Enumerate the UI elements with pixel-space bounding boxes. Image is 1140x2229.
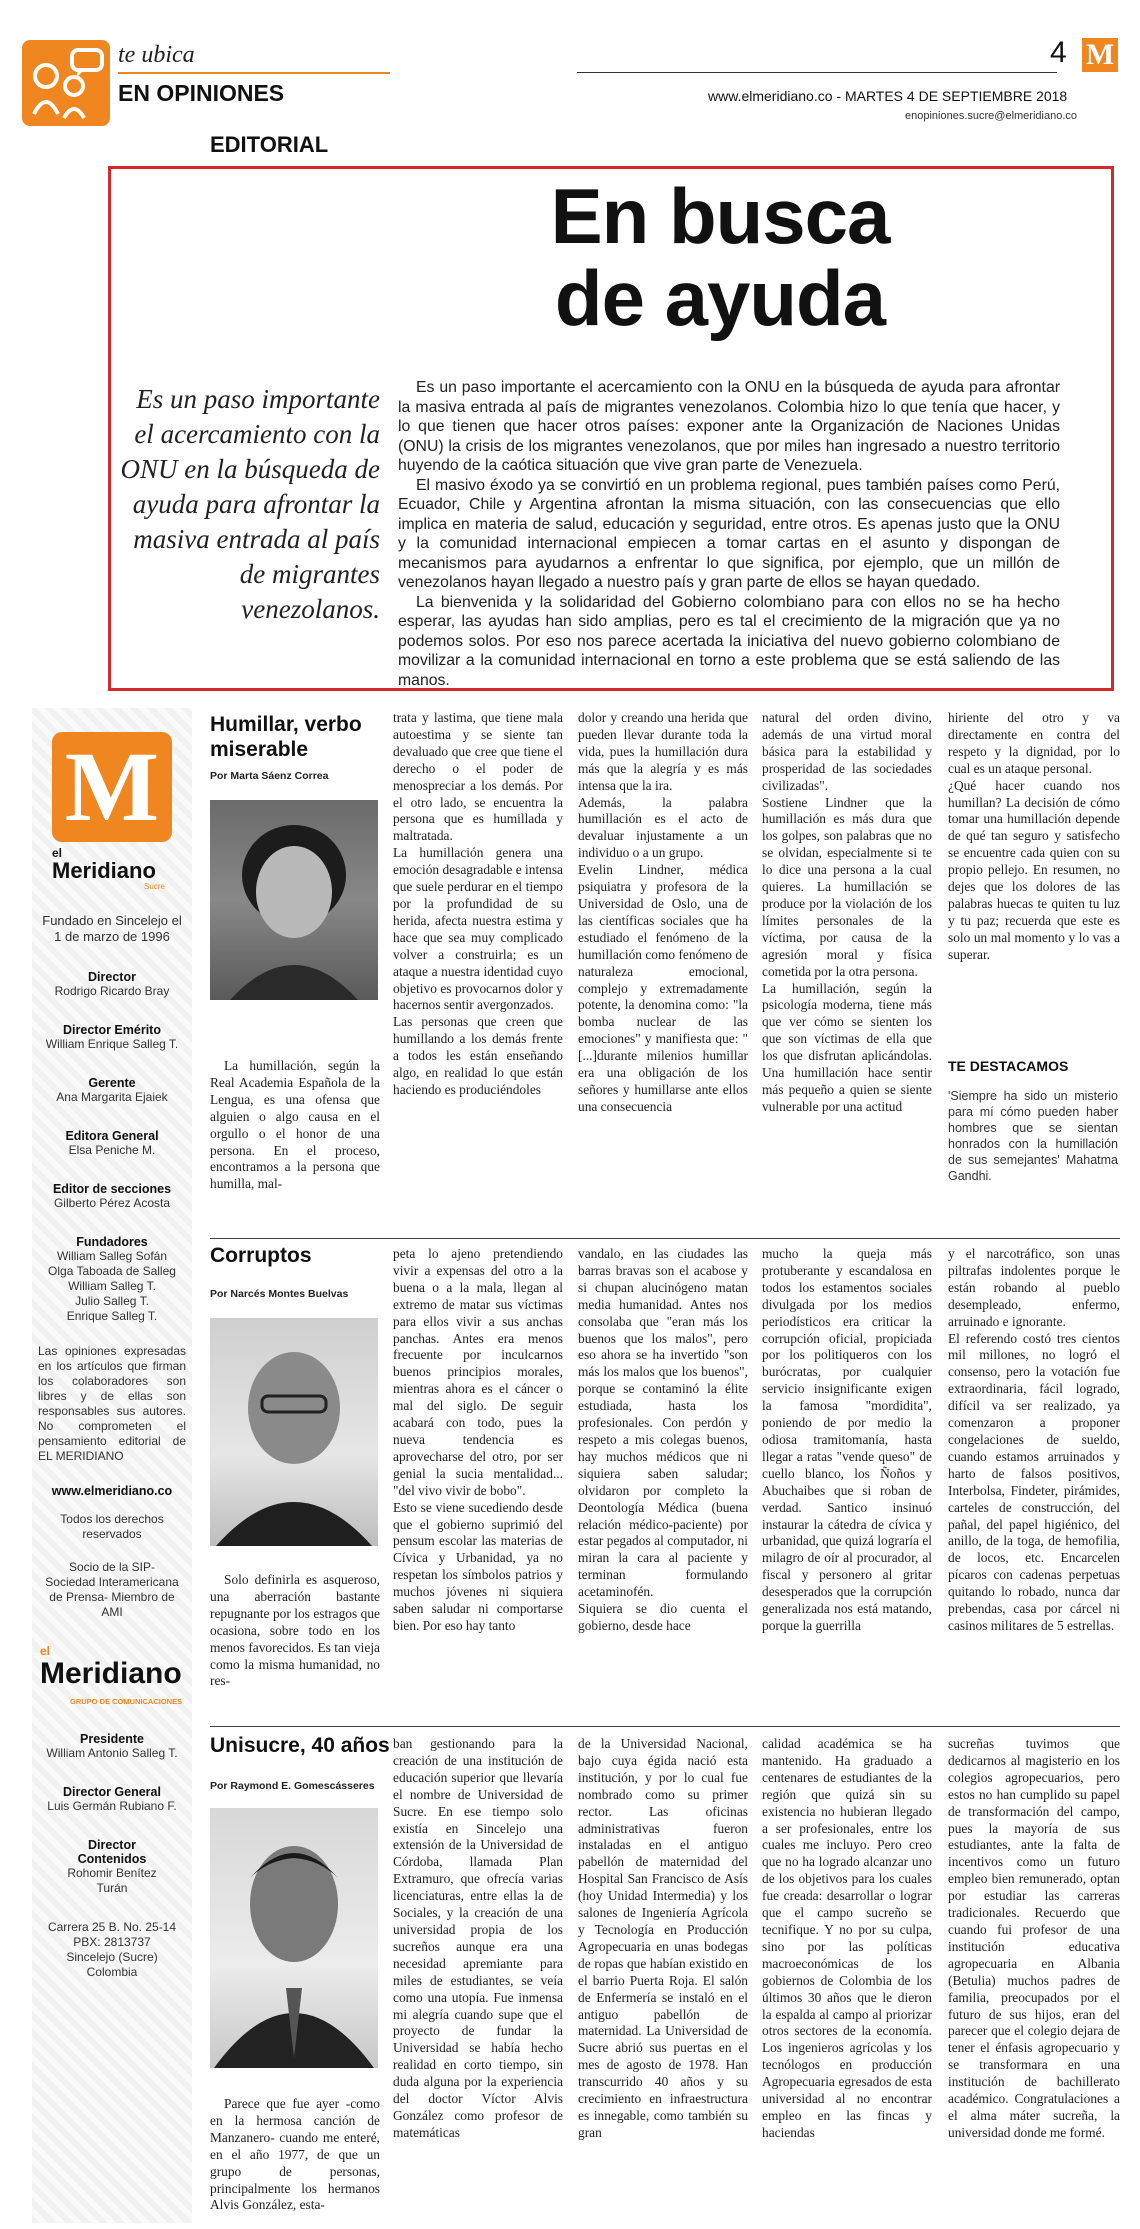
article-intro	[210, 1058, 380, 1234]
sidebar-brand-el: el	[52, 846, 63, 860]
people-speech-icon	[22, 40, 110, 126]
highlight-title: TE DESTACAMOS	[948, 1058, 1069, 1074]
sidebar-address: Carrera 25 B. No. 25-14 PBX: 2813737 Sincelejo (Sucre) Colombia	[47, 1920, 177, 1979]
sidebar	[32, 708, 192, 2223]
group-logo-name: Meridiano	[40, 1657, 182, 1690]
editorial-title-line2: de ayuda	[554, 254, 886, 342]
article-title: Unisucre, 40 años	[210, 1734, 390, 1757]
author-photo	[210, 800, 378, 1000]
highlight-text: 'Siempre ha sido un misterio para mí cómo pueden haber hombres que se sientan honrados con la humillación de sus semejantes' Mahatma Gandhi.	[948, 1089, 1118, 1183]
staff-entry	[32, 1023, 192, 1052]
sidebar-sip: Socio de la SIP- Sociedad Interamericana de Prensa- Miembro de AMI	[45, 1560, 179, 1619]
article-column	[393, 710, 563, 1236]
article-byline: Por Narcés Montes Buelvas	[210, 1288, 349, 1300]
staff-entry	[32, 1129, 192, 1158]
staff-role: Director	[88, 970, 136, 984]
group-logo-sub: GRUPO DE COMUNICACIONES	[70, 1697, 183, 1706]
column-text: peta lo ajeno pretendiendo vivir a expensas del otro a la buena o a la mala, llegan al extremo de matar sus víctimas para ellos vivir a sus anchas panchas. Antes era menos frecuente por inculcarnos buenos principios morales, mientras ahora es el cáncer o mal del siglo. De seguir acabará con todo, pues la nueva tendencia es aprovecharse del otro, por ser genial la sucia mentalidad... "del vivo vivir de bobo". Esto se viene sucediendo desde que el gobierno suprimió del pensum escolar las materias de Cívica y Urbanidad, ya no respetan los símbolos patrios y muchos jóvenes ni siquiera saben saludar ni comportarse bien. Por eso hay tanto	[393, 1246, 563, 1633]
author-photo	[210, 1318, 378, 1546]
article-column	[762, 1246, 932, 1724]
site-date: www.elmeridiano.co - MARTES 4 DE SEPTIEMBRE 2018	[708, 88, 1068, 104]
portrait-silhouette-icon	[210, 1808, 378, 2068]
staff-names: William Antonio Salleg T.	[46, 1746, 178, 1760]
staff-names: Rohomir Benítez Turán	[67, 1866, 157, 1895]
article-intro	[210, 2096, 380, 2226]
staff-entry	[32, 1838, 192, 1896]
email: enopiniones.sucre@elmeridiano.co	[905, 110, 1077, 122]
editorial-paragraph: Es un paso importante el acercamiento con la ONU en la búsqueda de ayuda para afrontar la masiva entrada al país de migrantes venezolanos. Colombia hizo lo que tenía que hacer, y lo que tienen que hacer otros países: exponer ante la Organización de Naciones Unidas (ONU) la crisis de los migrantes venezolanos, que por miles han ingresado a nuestro territorio huyendo de la caótica situación que vive gran parte de Venezuela.	[398, 379, 1060, 474]
section-icon	[22, 40, 110, 126]
column-text: trata y lastima, que tiene mala autoestima y se siente tan devaluado que cree que tiene el derecho o el poder de menospreciar a los demás. Por el otro lado, se encuentra la persona que es humillada y maltratada. La humillación genera una emoción desagradable e intensa que suele perdurar en el tiempo por la profundidad de su herida, afecta nuestra estima y hace que sea muy complicado volver a construirla; es un ataque a nuestra identidad cuyo objetivo es provocarnos dolor y hacernos sentir avergonzados. Las personas que creen que humillando a los demás frente a todos les están enseñando algo, en realidad lo que están haciendo es produciéndoles	[393, 710, 563, 1097]
column-text: y el narcotráfico, son unas piltrafas indolentes porque le están robando al pueblo desempleado, enfermo, arruinado e ignorante. El referendo costó tres cientos mil millones, no logró el consenso, pero la votación fue extraordinaria, fácil logrado, difícil va ser realizado, ya comenzaron a proponer congelaciones de sueldo, cuando estamos arruinados y harto de falsos positivos, Interbolsa, Findeter, pirámides, carteles de construcción, del pañal, del papel higiénico, del anillo, de la toga, de hemofilia, de locos, etc. Encarcelen pícaros con cadenas perpetuas quitando lo robado, nunca dar prebendas, casa por cárcel ni casinos militares de 5 estrellas.	[948, 1246, 1120, 1633]
staff-names: Elsa Peniche M.	[68, 1143, 156, 1157]
intro-text: Solo definirla es asqueroso, una aberración bastante repugnante por los estragos que ocasiona, sobre todo en los menos favorecidos. Es tan vieja como la misma humanidad, no res-	[210, 1572, 380, 1689]
column-text: sucreñas tuvimos que dedicarnos al magisterio en los colegios agropecuarios, pero estos no han cumplido su papel de transformación del campo, pues la mayoría de sus estudiantes, ante la falta de incentivos como un futuro empleo bien remunerado, optan por estudiar las carreras tradicionales. Recuerdo que cuando fui profesor de una institución educativa agropecuaria en Albania (Betulia) muchos padres de familia, preocupados por el futuro de sus hijos, eran del parecer que el colegio dejara de tener el énfasis agropecuario y se transformara en una institución de bachillerato académico. Congratulaciones a el alma máter sucreña, la universidad donde me formé.	[948, 1736, 1120, 2140]
section-label: EDITORIAL	[210, 132, 329, 157]
article-column	[762, 1736, 932, 2226]
intro-text: La humillación, según la Real Academia Española de la Lengua, es una ofensa que alguien o algo causa en el orgullo o el honor de una persona. En el proceso, encontramos a la persona que humilla, mal-	[210, 1058, 380, 1192]
article-column	[948, 1736, 1120, 2226]
sidebar-website[interactable]: www.elmeridiano.co	[51, 1484, 173, 1498]
article-column	[948, 710, 1120, 1035]
article-column	[393, 1246, 563, 1724]
article-column	[578, 1736, 748, 2226]
staff-names: Luis Germán Rubiano F.	[47, 1799, 177, 1813]
sidebar-brand-sub: Sucre	[144, 882, 165, 891]
column-text: calidad académica se ha mantenido. Ha graduado a centenares de estudiantes de la región que quizá sin su existencia no hubieran llegado a ser profesionales, entre los cuales me incluyo. Pero creo que no ha logrado alcanzar uno de los objetivos para los cuales fue creada: desarrollar o lograr que el campo sucreño se tecnifique. Y no por su culpa, sino por las políticas macroeconómicas de los gobiernos de Colombia de los últimos 30 años que le dieron la espalda al campo al priorizar otros sectores de la economía. Los ingenieros agrícolas y los tecnólogos en producción Agropecuaria egresados de esta universidad al no encontrar empleo en las fincas y haciendas	[762, 1736, 932, 2140]
staff-names: Ana Margarita Ejaiek	[56, 1090, 168, 1104]
portrait-silhouette-icon	[210, 800, 378, 1000]
staff-entry	[32, 1785, 192, 1814]
editorial-paragraph: El masivo éxodo ya se convirtió en un problema regional, pues también países como Perú, Ecuador, Chile y Argentina afrontan la misma situación, con las consecuencias que ello implica en materia de salud, educación y seguridad, entre otros. Es apenas justo que la ONU y la comunidad internacional empiecen a tomar cartas en el asunto y dispongan de mecanismos para ayudarnos a enfrentar lo que significa, por ejemplo, que un millón de venezolanos hayan llegado a nuestro país y gran parte de ellos se hayan quedado.	[398, 476, 1060, 591]
column-text: dolor y creando una herida que pueden llevar durante toda la vida, pues la humillación dura más que la alegría y es más intensa que la ira. Además, la palabra humillación es el acto de devaluar injustamente a un individuo o a un grupo. Evelin Lindner, médica psiquiatra y profesora de la Universidad de Oslo, una de las científicas sociales que ha estudiado el fenómeno de la humillación como fenómeno de naturaleza emocional, complejo y extremadamente potente, la denomina como: "la bomba nuclear de las emociones" y manifiesta que: "[...]durante milenios humillar era una obligación de los señores y humillarse ante ellos una consecuencia	[578, 710, 748, 1114]
section-rule	[118, 72, 390, 74]
group-logo	[32, 1640, 192, 1708]
article-column	[762, 710, 932, 1236]
staff-entry	[32, 970, 192, 999]
staff-entry	[32, 1732, 192, 1761]
sidebar-logo: M	[52, 732, 172, 842]
group-logo-el: el	[40, 1644, 51, 1658]
article-column	[948, 1246, 1120, 1724]
header-logo: M	[1082, 38, 1118, 72]
editorial-pullquote: Es un paso importante el acercamiento con la ONU en la búsqueda de ayuda para afrontar la masiva entrada al país de migrantes venezolanos.	[120, 384, 380, 624]
sidebar-staff	[32, 970, 192, 1980]
sidebar-rights: Todos los derechos reservados	[60, 1512, 164, 1541]
column-text: natural del orden divino, además de una virtud moral básica para la estabilidad y prosperidad de las sociedades civilizadas". Sostiene Lindner que la humillación es más dura que los golpes, son palabras que no se olvidan, especialmente si te lo dice una persona a la cual quieres. La humillación se produce por la violación de los límites personales de la víctima, por causa de la agresión moral y física cometida por la otra persona. La humillación, según la psicología moderna, tiene más que ver cómo se sienten los que son víctimas de ella que los que disfrutan aplicándolas. Una humillación hace sentir más pequeño a quien se siente vulnerable por una actitud	[762, 710, 932, 1114]
staff-role: Editora General	[65, 1129, 159, 1143]
article-intro	[210, 1572, 380, 1722]
staff-role: Director Emérito	[63, 1023, 161, 1037]
article-column	[578, 710, 748, 1236]
staff-names: Rodrigo Ricardo Bray	[54, 984, 170, 998]
column-text: hiriente del otro y va directamente en contra del respeto y la dignidad, por lo cual es un ataque personal. ¿Qué hacer cuando nos humillan? La decisión de cómo tomar una humillación depende de qué tan seguro y satisfecho se encuentre cada quien con su propio pellejo. En resumen, no dejes que los dolores de las palabras huecas te quiten tu luz y tu paz; recuerda que este es solo un mal momento y lo vas a superar.	[948, 710, 1120, 962]
sidebar-disclaimer: Las opiniones expresadas en los artículos que firman los colaboradores son libres y de ellas son responsables sus autores. No comprometen el pensamiento editorial de EL MERIDIANO	[38, 1344, 186, 1463]
article-byline: Por Marta Sáenz Correa	[210, 770, 329, 782]
article-byline: Por Raymond E. Gomescásseres	[210, 1780, 375, 1792]
article-column	[393, 1736, 563, 2226]
sidebar-brand-name: Meridiano	[52, 858, 156, 883]
founders-list: William Salleg Sofán Olga Taboada de Salleg William Salleg T. Julio Salleg T. Enrique Salleg T.	[48, 1249, 176, 1323]
editorial-title-line1: En busca	[550, 172, 890, 260]
staff-role: Gerente	[88, 1076, 136, 1090]
staff-names: William Enrique Salleg T.	[45, 1037, 179, 1051]
column-text: de la Universidad Nacional, bajo cuya égida nació esta institución, y por lo cual fue nombrado como su primer rector. Las oficinas administrativas fueron instaladas en el antiguo pabellón de maternidad del Hospital San Francisco de Asís (hoy Unidad Intermedia) y los salones de Ingeniería Agrícola y Tecnología en Producción Agropecuaria en unas bodegas de ropas que habían existido en el barrio Puerta Roja. El salón de Enfermería se instaló en el antiguo pabellón de maternidad. La Universidad de Sucre abrió sus puertas en el mes de agosto de 1978. Han transcurrido 40 años y su crecimiento en infraestructura es innegable, como también su gran	[578, 1736, 748, 2140]
column-text: mucho la queja más protuberante y escandalosa en todos los estamentos sociales divulgada por los medios periodísticos era criticar la corrupción oficial, propiciada por los politiqueros con los burócratas, por cualquier servicio insignificante exigen la famosa "mordidita", poniendo de por medio la odiosa tramitomanía, hasta llegar a ratas "vende queso" de cuello blanco, los Ñoños y Abuchaibes que si roban de verdad. Santico insinuó instaurar la cátedra de cívica y urbanidad, que quizá lograría el milagro de oír al procurador, al fiscal y personero al gritar desesperados que la corrupción generalizada nos está matando, porque la guerrilla	[762, 1246, 932, 1633]
sidebar-founded: Fundado en Sincelejo el 1 de marzo de 1996	[42, 913, 182, 944]
staff-role: Presidente	[80, 1732, 144, 1746]
article-title: Humillar, verbo miserable	[210, 713, 362, 761]
staff-role: Editor de secciones	[52, 1182, 172, 1196]
staff-names: Gilberto Pérez Acosta	[53, 1196, 171, 1210]
article-column	[578, 1246, 748, 1724]
staff-entry	[32, 1076, 192, 1105]
founders-title: Fundadores	[76, 1235, 148, 1249]
staff-entry	[32, 1182, 192, 1211]
editorial-body	[398, 378, 1060, 690]
staff-role: Director General	[63, 1785, 161, 1799]
column-text: vandalo, en las ciudades las barras bravas son el acabose y si chupan alucinógeno matan media humanidad. Antes nos consolaba que "eran más los buenos que los malos", pero eso ahora se ha invertido "son más los malos que los buenos", porque se contaminó la élite estudiada, hasta los profesionales. Con perdón y respeto a mis colegas buenos, hay muchos médicos que ni siquiera saben saludar; olvidaron por completo la Deontología Médica (buena relación médico-paciente) por estar pegados al computador, ni miran la cara al paciente y terminan formulando acetaminofén. Siquiera se dio cuenta el gobierno, desde hace	[578, 1246, 748, 1633]
editorial-paragraph: La bienvenida y la solidaridad del Gobierno colombiano para con ellos no se ha hecho esperar, las ayudas han sido amplias, pero es tal el crecimiento de la migración que ya no podemos solos. Por eso nos parece acertada la iniciativa del nuevo gobierno colombiano de movilizar a la comunidad internacional en torno a este problema que se está saliendo de las manos.	[398, 593, 1060, 689]
article-title: Corruptos	[210, 1244, 312, 1267]
editorial-title	[400, 172, 1040, 342]
column-text: ban gestionando para la creación de una institución de educación superior que llevaría el nombre de Universidad de Sucre. En ese tiempo solo existía en Sincelejo una extensión de la Universidad de Córdoba, llamada Plan Extramuro, que ofrecía varias licenciaturas, entre ellas la de Sociales, y la creación de una universidad propia de los sucreños aunque era una necesidad apremiante para miles de estudiantes, se veía como una utopía. Fue inmensa mi alegría cuando supe que el proyecto de fundar la Universidad se había hecho realidad en corto tiempo, sin duda alguna por la experiencia del doctor Víctor Alvis González como profesor de matemáticas	[393, 1736, 563, 2140]
page-number: 4	[1050, 36, 1067, 69]
section-main-label: EN OPINIONES	[118, 80, 285, 106]
header-rule	[577, 72, 1057, 73]
author-photo	[210, 1808, 378, 2068]
staff-role: Director Contenidos	[77, 1838, 147, 1866]
portrait-silhouette-icon	[210, 1318, 378, 1546]
section-small-label: te ubica	[118, 42, 195, 68]
article-divider	[210, 1238, 1120, 1239]
article-divider	[210, 1726, 1120, 1727]
intro-text: Parece que fue ayer -como en la hermosa canción de Manzanero- cuando me enteré, en el año 1977, de que un grupo de personas, principalmente los hermanos Alvis González, esta-	[210, 2096, 380, 2213]
